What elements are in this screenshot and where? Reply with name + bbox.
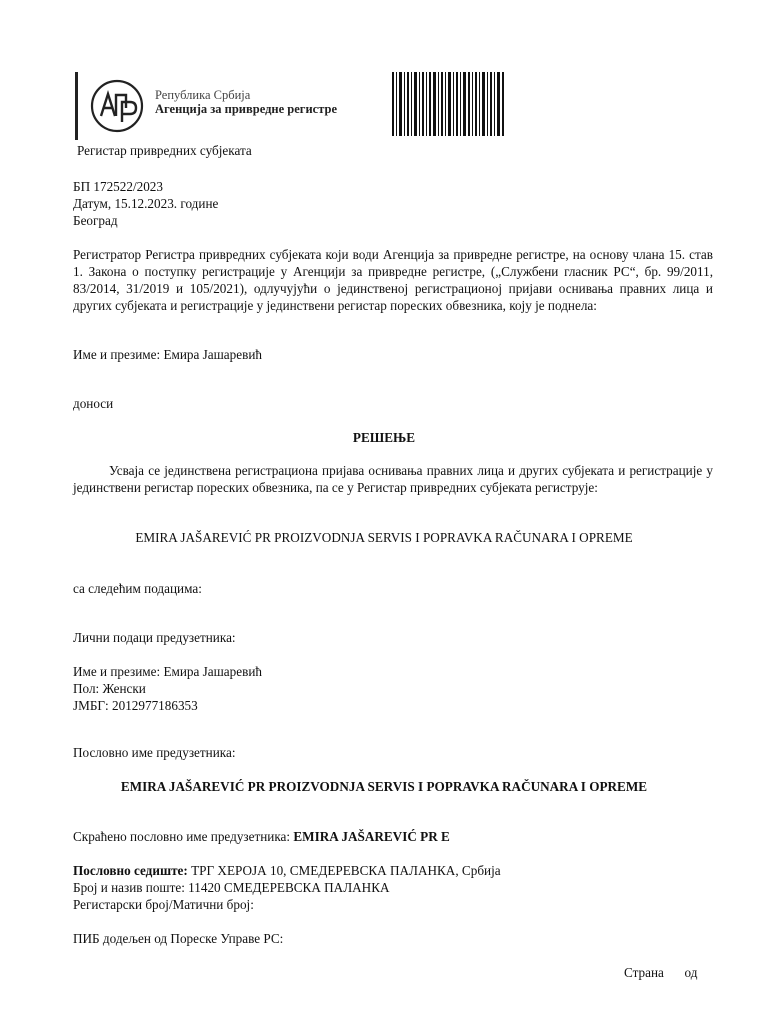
with-data-text: са следећим подацима: <box>73 581 202 596</box>
business-name: EMIRA JAŠAREVIĆ PR PROIZVODNJA SERVIS I POPRAVKA RAČUNARA I OPREME <box>120 779 648 794</box>
logo-republic-text: Република Србија <box>155 88 251 102</box>
entrepreneur-jmbg: ЈМБГ: 2012977186353 <box>73 698 198 713</box>
seat-label: Пословно седиште: <box>73 863 188 878</box>
issues-text: доноси <box>73 396 114 411</box>
logo-agency-text: Агенција за привредне регистре <box>155 102 337 116</box>
page-label: Страна <box>624 965 664 980</box>
register-name: Регистар привредних субјеката <box>77 143 252 158</box>
short-name-row <box>73 828 450 845</box>
apr-logo <box>75 72 355 140</box>
entrepreneur-gender: Пол: Женски <box>73 681 146 696</box>
page-footer <box>624 964 697 981</box>
short-name: EMIRA JAŠAREVIĆ PR E <box>293 829 450 844</box>
barcode-icon <box>392 72 504 136</box>
decision-date: Датум, 15.12.2023. године <box>73 196 219 211</box>
business-name-label: Пословно име предузетника: <box>73 745 236 760</box>
decision-city: Београд <box>73 213 118 228</box>
entrepreneur-name: Име и презиме: Емира Јашаревић <box>73 664 262 679</box>
short-name-label: Скраћено пословно име предузетника: <box>73 829 291 844</box>
company-name: EMIRA JAŠAREVIĆ PR PROIZVODNJA SERVIS I POPRAVKA RAČUNARA I OPREME <box>135 530 633 545</box>
postal-info: Број и назив поште: 11420 СМЕДЕРЕВСКА ПАЛАНКА <box>73 880 390 895</box>
decision-paragraph: Усваја се јединствена регистрациона пријава оснивања правних лица и других субјеката и регистрације у јединствени регистар пореских обвезника, па се у Регистар привредних субјеката региструје: <box>73 463 713 495</box>
page-of-label: од <box>684 965 698 980</box>
intro-paragraph: Регистратор Регистра привредних субјеката који води Агенција за привредне регистре, на основу члана 15. став 1. Закона о поступку регистрације у Агенцији за привредне регистре, („Службени гласник РС“, бр. 99/2011, 83/2014, 31/2019 и 105/2021), одлучујући о јединственој регистрационој пријави оснивања правних лица и других субјеката и регистрације у јединствени регистар пореских обвезника, коју је поднела: <box>73 247 713 313</box>
seat-address: ТРГ ХЕРОЈА 10, СМЕДЕРЕВСКА ПАЛАНКА, Србија <box>191 863 501 878</box>
personal-data-heading: Лични подаци предузетника: <box>73 630 236 645</box>
pib-label: ПИБ додељен од Пореске Управе РС: <box>73 931 284 946</box>
case-number: БП 172522/2023 <box>73 179 163 194</box>
decision-title: РЕШЕЊЕ <box>352 430 416 445</box>
logo-divider <box>75 72 78 140</box>
apr-emblem-icon <box>89 78 145 134</box>
seat-row <box>73 862 501 879</box>
applicant-name: Име и презиме: Емира Јашаревић <box>73 347 262 362</box>
registration-number: Регистарски број/Матични број: <box>73 897 254 912</box>
